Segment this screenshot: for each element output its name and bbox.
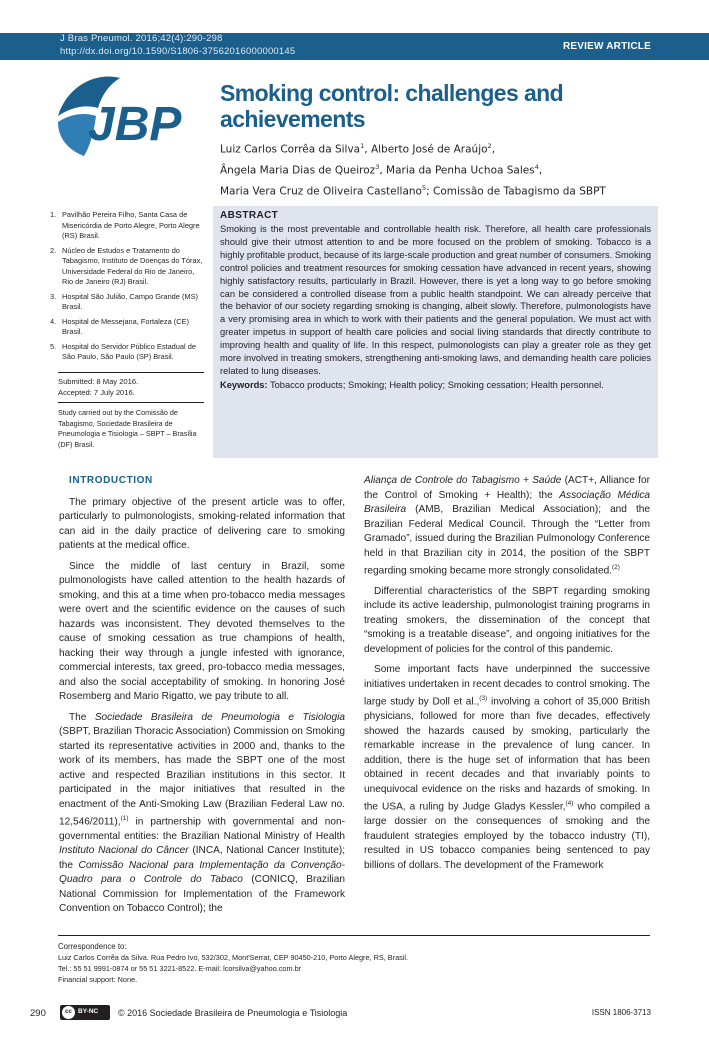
author-list xyxy=(220,138,660,201)
sbpt-name: Sociedade Brasileira de Pneumologia e Tisiologia xyxy=(94,711,345,723)
author-name: Ângela Maria Dias de Queiroz xyxy=(220,164,376,177)
accepted-date: Accepted: 7 July 2016. xyxy=(58,387,135,397)
correspondence-address: Luiz Carlos Corrêa da Silva. Rua Pedro Ivo, 532/302, Mont'Serrat, CEP 90450-210, Porto Alegre, RS, Brasil. xyxy=(58,953,409,962)
affiliation-text: Hospital São Julião, Campo Grande (MS) Brasil. xyxy=(62,291,198,311)
author-separator: , xyxy=(379,164,387,177)
text-run: (SBPT, Brazilian Thoracic Association) Commission on Smoking started its representative activities in 2000 and, thanks to the work of its members, has made the SBPT one of the most active and respected Brazilian institutions in this sector. It participated in the major initiatives that resulted in the enactment of the Anti-Smoking Law (Brazilian Federal Law no. 12,546/2011), xyxy=(59,726,345,828)
text-run: The xyxy=(69,711,95,723)
journal-logo xyxy=(50,70,210,160)
paragraph-continued xyxy=(364,474,650,579)
author-name: Maria Vera Cruz de Oliveira Castellano xyxy=(220,185,422,198)
abstract-heading: ABSTRACT xyxy=(220,210,279,221)
affiliation-number: 3. xyxy=(50,291,57,301)
divider xyxy=(58,935,650,936)
citation-ref[interactable]: (1) xyxy=(120,815,129,822)
author-separator: ; xyxy=(426,185,434,198)
doi-link[interactable]: http://dx.doi.org/10.1590/S1806-37562016000000145 xyxy=(60,45,296,57)
correspondence-contact[interactable]: Tel.: 55 51 9991-0874 or 55 51 3221-8522. E-mail: lcorsilva@yahoo.com.br xyxy=(58,964,302,973)
affiliation-list xyxy=(50,210,204,367)
body-column-right xyxy=(364,474,650,879)
author-name: Luiz Carlos Corrêa da Silva xyxy=(220,143,361,156)
affiliation-text: Hospital de Messejana, Fortaleza (CE) Brasil. xyxy=(62,316,189,336)
study-note: Study carried out by the Comissão de Tabagismo, Sociedade Brasileira de Pneumologia e Tisiologia – SBPT – Brasília (DF) Brasil. xyxy=(58,408,197,449)
author-separator: , xyxy=(538,164,543,177)
author-affiliation-mark: 3 xyxy=(375,163,380,171)
jbp-lung-logo-icon xyxy=(50,70,210,160)
citation-ref[interactable]: (2) xyxy=(612,564,620,571)
keywords xyxy=(220,379,651,392)
paragraph: The primary objective of the present article was to offer, particularly to pulmonologists, smoking-related information that can aid in the daily practice of delivering care to smoking patients at the medical office. xyxy=(59,496,345,551)
page-number: 290 xyxy=(30,1008,46,1019)
text-run: involving a cohort of 35,000 British physicians, followed for more than five decades, effectively showed the hazards caused by smoking, particularly the remarkable increase in the prevalence of lung cancer. In addition, there is the huge set of information that has been obtained in recent decades and that invariably points to unequivocal evidence on the risks and hazards of smoking. In the USA, a ruling by Judge Gladys Kessler, xyxy=(364,696,650,813)
inca-name: Instituto Nacional do Câncer xyxy=(59,845,189,857)
page-footer xyxy=(0,1000,709,1024)
text-run: (CONICQ, Brazilian National Commission for Implementation of the Framework Convention on Tobacco Control); the xyxy=(59,874,346,915)
act-name: Aliança de Controle do Tabagismo + Saúde xyxy=(364,475,562,486)
author-separator: , xyxy=(364,143,371,156)
journal-citation: J Bras Pneumol. 2016;42(4):290-298 xyxy=(60,33,223,44)
correspondence-heading: Correspondence to: xyxy=(58,942,127,951)
abstract-text: Smoking is the most preventable and controllable health risk. Therefore, all health care professionals should give their utmost attention to and be more focused on the problem of smoking. Tobacco is a highly profitable product, because of its large-scale production and great number of consumers. Smoking control policies and treatment resources for smoking cessation have advanced in recent years, showing highly satisfactory results, particularly in Brazil. However, there is yet a long way to go before smoking can be considered a controlled disease from a public health standpoint. We can already perceive that the behavior of our society regarding smoking is changing, albeit slowly. Therefore, pulmonologists have a very promising area in which to work with their patients and the general population. We must act with greater impetus in support of health care policies and social living standards that directly contribute to improving health and quality of life. In this respect, pulmonologists can play a greater role as they get more involved in treating smokers, strengthening anti-smoking laws, and demanding health care policies related to lung diseases. xyxy=(220,224,651,376)
divider xyxy=(58,402,204,403)
affiliation-item xyxy=(50,317,204,338)
citation-block xyxy=(60,33,295,58)
author-name: Maria da Penha Uchoa Sales xyxy=(386,164,535,177)
text-run: who compiled a large dossier on the consequences of smoking and the fraudulent strategies employed by the tobacco industry (TI), resulted in US tobacco companies being sentenced to pay billions of dollars. The development of the Framework xyxy=(364,801,650,871)
abstract-box xyxy=(213,206,658,458)
author-affiliation-mark: 5 xyxy=(421,184,427,192)
financial-support: Financial support: None. xyxy=(58,975,138,984)
text-run: Some important facts have underpinned the successive initiatives undertaken in recent decades to control smoking. The large study by Doll et al., xyxy=(364,664,650,708)
author-affiliation-mark: 1 xyxy=(360,142,365,150)
article-type: REVIEW ARTICLE xyxy=(563,41,651,52)
author-affiliation-mark: 4 xyxy=(534,163,539,171)
text-run: (ACT+, Alliance for the Control of Smoking + Health); the xyxy=(364,475,651,501)
keywords-list: Tobacco products; Smoking; Health policy; Smoking cessation; Health personnel. xyxy=(269,379,604,390)
affiliation-text: Hospital do Servidor Público Estadual de São Paulo, São Paulo (SP) Brasil. xyxy=(62,341,196,361)
body-column-left xyxy=(59,474,345,923)
divider xyxy=(58,372,204,373)
issn: ISSN 1806-3713 xyxy=(591,1008,651,1017)
paragraph-sbpt-history xyxy=(59,711,345,917)
author-group: Comissão de Tabagismo da SBPT xyxy=(433,185,606,198)
section-heading-introduction: INTRODUCTION xyxy=(69,475,153,486)
article-title: Smoking control: challenges and achievements xyxy=(220,80,564,132)
affiliation-number: 2. xyxy=(50,245,57,255)
affiliation-number: 4. xyxy=(50,316,57,326)
text-run: (INCA, National Cancer Institute); the xyxy=(59,845,345,871)
affiliation-item xyxy=(50,210,204,242)
paragraph: Since the middle of last century in Brazil, some pulmonologists have called attention to the health hazards of smoking, and this at a time when pro-tobacco media messages were overt and the scientific evidence on the causes of such hazards was inconsistent. They devoted themselves to the cause of smoking cessation as true champions of health, hacking their way through a jungle infested with ignorance, commercial interests, tax greed, pro-tobacco media messages, and also the social acceptability of smoking. In honoring José Rosemberg and Mario Rigatto, we pay tribute to all. xyxy=(59,560,345,702)
paragraph: Differential characteristics of the SBPT regarding smoking include its active leadership, pulmonologist training programs in treating smokers, the dissemination of the concept that “smoking is a treatable disease”, and ongoing initiatives for the development of policies for the control of this pandemic. xyxy=(364,585,650,655)
affiliation-item xyxy=(50,292,204,313)
copyright: © 2016 Sociedade Brasileira de Pneumologia e Tisiologia xyxy=(118,1008,348,1018)
paragraph xyxy=(364,663,650,873)
cc-license-badge[interactable] xyxy=(60,1005,110,1020)
affiliation-item xyxy=(50,246,204,288)
amb-name: Associação Médica Brasileira xyxy=(364,489,650,515)
conicq-name: Comissão Nacional para Implementação da Convenção-Quadro para o Controle do Tabaco xyxy=(59,859,345,886)
author-name: Alberto José de Araújo xyxy=(370,143,488,156)
submission-dates xyxy=(58,377,204,398)
affiliation-text: Pavilhão Pereira Filho, Santa Casa de Misericórdia de Porto Alegre, Porto Alegre (RS) Brasil. xyxy=(62,210,200,240)
citation-ref[interactable]: (3) xyxy=(479,695,488,703)
citation-ref[interactable]: (4) xyxy=(565,800,574,808)
affiliation-number: 1. xyxy=(50,210,57,219)
text-run: in partnership with governmental and non-governmental entities: the Brazilian National Ministry of Health xyxy=(59,816,345,842)
keywords-label: Keywords: xyxy=(220,379,268,390)
journal-header-bar xyxy=(0,33,709,60)
author-separator: , xyxy=(491,143,496,156)
affiliation-text: Núcleo de Estudos e Tratamento do Tabagismo, Instituto de Doenças do Tórax, Universidade Federal do Rio de Janeiro, Rio de Janeiro (RJ) Brasil. xyxy=(62,245,203,286)
author-affiliation-mark: 2 xyxy=(487,142,492,150)
license-type: BY-NC xyxy=(78,1008,99,1015)
logo-text: JBP xyxy=(88,98,182,151)
submitted-date: Submitted: 8 May 2016. xyxy=(58,377,139,386)
affiliation-number: 5. xyxy=(50,341,57,351)
text-run: (AMB, Brazilian Medical Association); and the Brazilian Federal Medical Council. Through the “Letter from Gramado”, issued during the Brazilian Pulmonology Conference held in that Brazilian city in 2014, the position of the SBPT regarding smoking became more strongly consolidated. xyxy=(364,504,650,577)
correspondence-block xyxy=(58,941,650,985)
affiliation-item xyxy=(50,342,204,363)
creative-commons-icon: cc xyxy=(62,1006,75,1019)
